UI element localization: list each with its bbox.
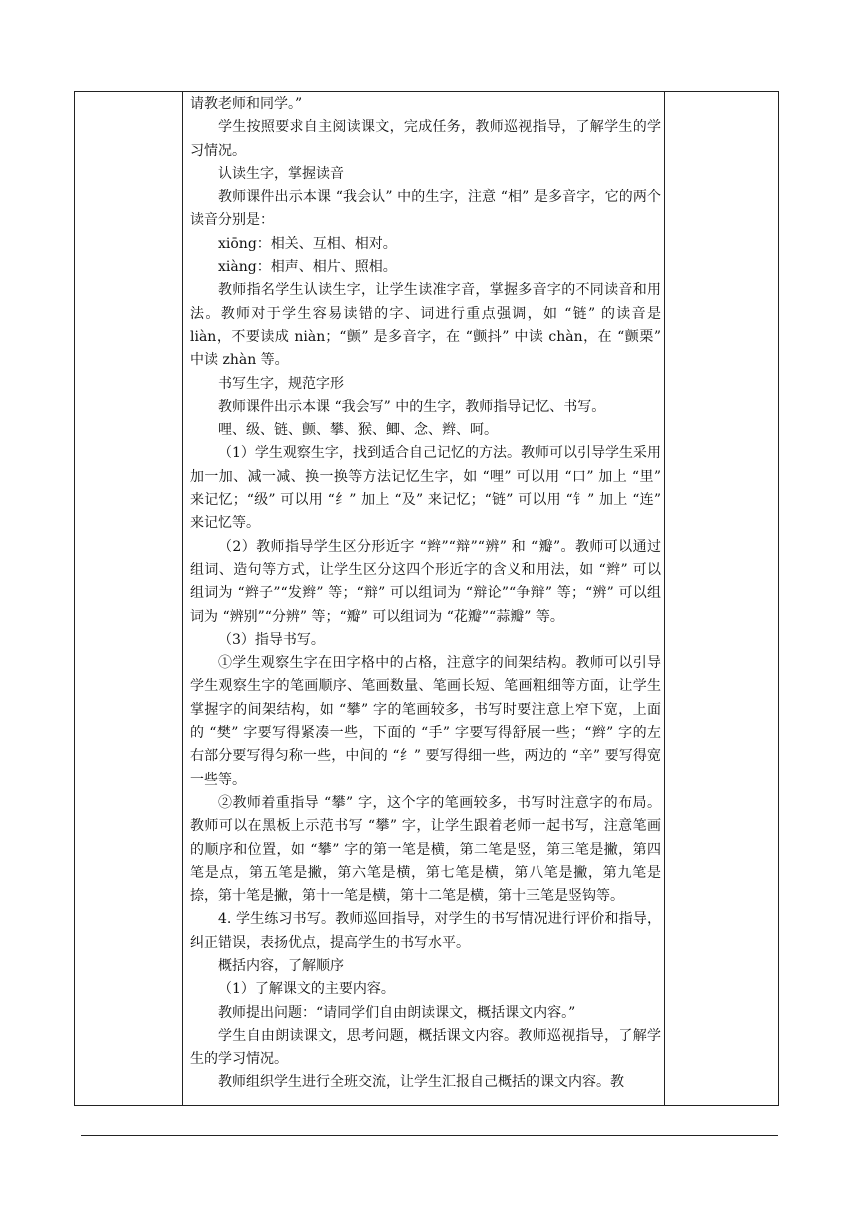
paragraph: xiōng：相关、互相、相对。 (218, 235, 397, 252)
paragraph: 哩、级、链、颤、攀、猴、鲫、念、辫、呵。 (218, 422, 498, 439)
section-heading: 书写生字，规范字形 (218, 375, 344, 392)
paragraph: （3）指导书写。 (218, 631, 325, 648)
paragraph: （1）了解课文的主要内容。 (218, 981, 395, 998)
paragraph: 教师提出问题：“请同学们自由朗读课文，概括课文内容。” (218, 1004, 576, 1021)
section-heading: 认读生字，掌握读音 (218, 165, 344, 182)
paragraph: ②教师着重指导 “攀” 字，这个字的笔画较多，书写时注意字的布局。教师可以在黑板上示范书写 “攀” 字，让学生跟着老师一起书写，注意笔画的顺序和位置，如 “攀” 字的第一笔是横，第二笔是竖，第三笔是撇，第四笔是点，第五笔是撇，第六笔是横，第七笔是横，第八笔是撇，第九笔是捺，第十笔是撇，第十一笔是横，第十二笔是横，第十三笔是竖钩等。 (190, 794, 661, 905)
paragraph: xiàng：相声、相片、照相。 (218, 259, 397, 276)
paragraph: 教师课件出示本课 “我会认” 中的生字，注意 “相” 是多音字，它的两个读音分别是： (190, 189, 661, 229)
paragraph: （2）教师指导学生区分形近字 “辫”“辩”“辨” 和 “瓣”。教师可以通过组词、造句等方式，让学生区分这四个形近字的含义和用法，如 “辫” 可以组词为 “辫子”“发辫” 等；“辩” 可以组词为 “辩论”“争辩” 等；“辨” 可以组词为 “辨别”“分辨” 等；“瓣” 可以组词为 “花瓣”“蒜瓣” 等。 (190, 538, 661, 625)
paragraph: 学生按照要求自主阅读课文，完成任务，教师巡视指导，了解学生的学习情况。 (190, 119, 661, 159)
section-heading: 概括内容，了解顺序 (218, 957, 344, 974)
paragraph: 学生自由朗读课文，思考问题，概括课文内容。教师巡视指导，了解学生的学习情况。 (190, 1027, 661, 1068)
paragraph: 4. 学生练习书写。教师巡回指导，对学生的书写情况进行评价和指导，纠正错误，表扬优点，提高学生的书写水平。 (190, 911, 661, 951)
paragraph: 教师指名学生认读生字，让学生读准字音，掌握多音字的不同读音和用法。教师对于学生容易读错的字、词进行重点强调，如 “链” 的读音是 liàn，不要读成 niàn；“颤” 是多音字，在 “颤抖” 中读 chàn，在 “颤栗” 中读 zhàn 等。 (190, 282, 661, 369)
paragraph: （1）学生观察生字，找到适合自己记忆的方法。教师可以引导学生采用加一加、减一减、换一换等方法记忆生字，如 “哩” 可以用 “口” 加上 “里” 来记忆；“级” 可以用 “纟” 加上 “及” 来记忆；“链” 可以用 “钅” 加上 “连” 来记忆等。 (190, 445, 661, 532)
paragraph: 请教老师和同学。” (190, 96, 303, 112)
table-column-divider (182, 92, 183, 1105)
paragraph: 教师组织学生进行全班交流，让学生汇报自己概括的课文内容。教 (218, 1074, 624, 1091)
footer-rule (81, 1135, 778, 1136)
paragraph: 教师课件出示本课 “我会写” 中的生字，教师指导记忆、书写。 (218, 398, 606, 415)
table-column-divider (664, 92, 665, 1105)
lesson-content-cell (190, 93, 661, 1095)
paragraph: ①学生观察生字在田字格中的占格，注意字的间架结构。教师可以引导学生观察生字的笔画顺序、笔画数量、笔画长短、笔画粗细等方面，让学生掌握字的间架结构，如 “攀” 字的笔画较多，书写时要注意上窄下宽，上面的 “樊” 字要写得紧凑一些，下面的 “手” 字要写得舒展一些；“辫” 字的左右部分要写得匀称一些，中间的 “纟” 要写得细一些，两边的 “辛” 要写得宽一些等。 (190, 655, 661, 788)
